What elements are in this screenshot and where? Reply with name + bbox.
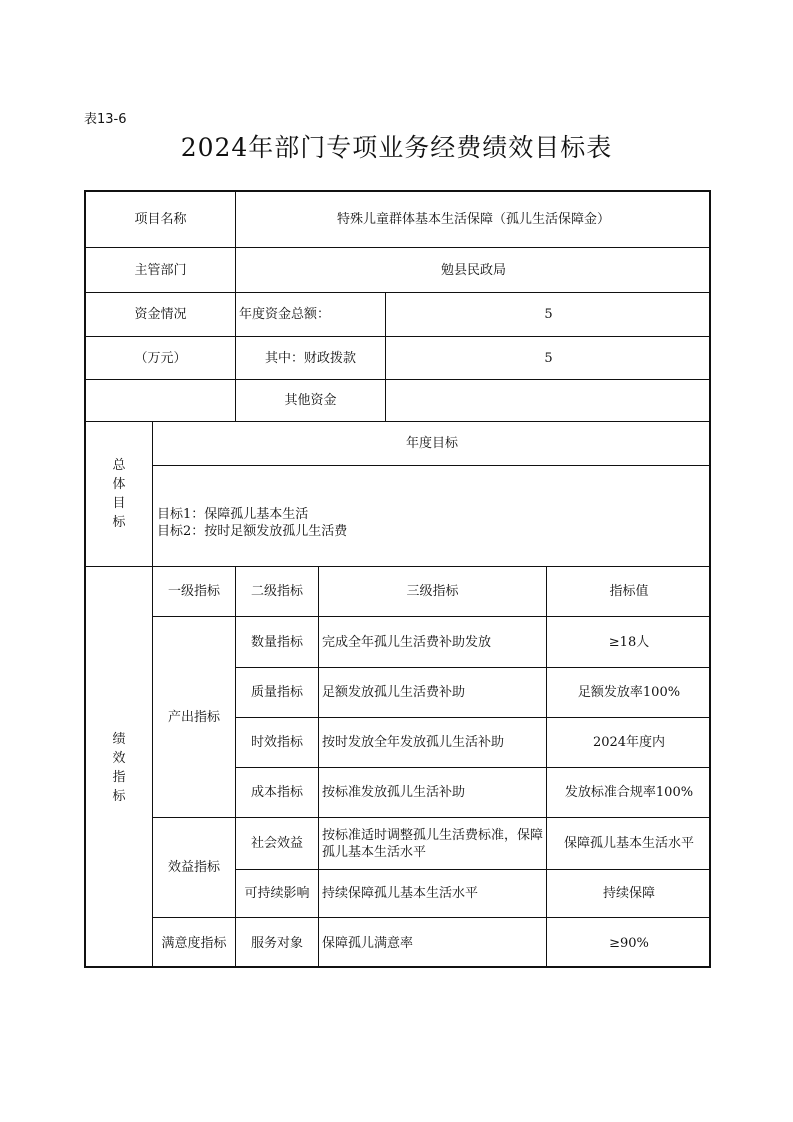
performance-indicator-char: 效	[112, 750, 126, 766]
funds-other-value	[386, 380, 711, 422]
indicator-row-level3: 保障孤儿满意率	[319, 918, 547, 968]
indicator-row-value: 发放标准合规率100%	[547, 768, 711, 818]
performance-indicator-label	[86, 567, 153, 968]
header-value: 指标值	[547, 567, 711, 617]
indicator-row-level2: 数量指标	[236, 617, 319, 668]
indicator-row-level2: 服务对象	[236, 918, 319, 968]
indicator-row-level2: 社会效益	[236, 818, 319, 870]
project-name-label: 项目名称	[86, 192, 236, 248]
overall-target-char: 标	[112, 515, 126, 530]
department-label: 主管部门	[86, 248, 236, 293]
overall-target-char: 体	[112, 477, 126, 492]
funds-label: 资金情况	[86, 293, 236, 337]
indicator-row-level2: 时效指标	[236, 718, 319, 768]
header-level1: 一级指标	[153, 567, 236, 617]
header-level2: 二级指标	[236, 567, 319, 617]
indicator-row-level2: 成本指标	[236, 768, 319, 818]
satisfaction-indicator-label: 满意度指标	[153, 918, 236, 968]
indicator-row-level3: 按标准适时调整孤儿生活费标准，保障孤儿基本生活水平	[319, 818, 547, 870]
indicator-row-level3: 按标准发放孤儿生活补助	[319, 768, 547, 818]
performance-indicator-char: 指	[112, 769, 126, 785]
indicator-row-value: ≥90%	[609, 935, 649, 951]
performance-indicator-char: 绩	[112, 731, 126, 747]
annual-target-goals	[153, 466, 711, 567]
indicator-row-value: 足额发放率100%	[547, 668, 711, 718]
funds-fiscal-label: 其中：财政拨款	[236, 337, 386, 380]
indicator-row-level3: 足额发放孤儿生活费补助	[319, 668, 547, 718]
indicator-row-level2: 质量指标	[236, 668, 319, 718]
goal-item: 目标2：按时足额发放孤儿生活费	[157, 524, 348, 539]
indicator-row-level3: 持续保障孤儿基本生活水平	[319, 870, 547, 918]
funds-total-value: 5	[386, 293, 711, 337]
annual-target-header: 年度目标	[153, 422, 711, 466]
funds-other-label: 其他资金	[236, 380, 386, 422]
funds-empty-cell	[86, 380, 236, 422]
project-name-value: 特殊儿童群体基本生活保障（孤儿生活保障金）	[236, 192, 711, 248]
indicator-row-level3: 按时发放全年发放孤儿生活补助	[319, 718, 547, 768]
performance-target-table	[84, 190, 711, 968]
indicator-row-level3: 完成全年孤儿生活费补助发放	[319, 617, 547, 668]
output-indicator-label: 产出指标	[153, 617, 236, 818]
indicator-row-value: 持续保障	[547, 870, 711, 918]
header-level3: 三级指标	[319, 567, 547, 617]
indicator-row-value: ≥18人	[547, 617, 711, 668]
funds-unit-label: （万元）	[86, 337, 236, 380]
overall-target-char: 总	[112, 458, 126, 473]
benefit-indicator-label: 效益指标	[153, 818, 236, 918]
page-title: 2024年部门专项业务经费绩效目标表	[180, 133, 613, 162]
table-code: 表13-6	[84, 112, 127, 127]
goal-item: 目标1：保障孤儿基本生活	[157, 507, 309, 522]
indicator-row-value: 保障孤儿基本生活水平	[547, 818, 711, 870]
indicator-row-level2: 可持续影响	[236, 870, 319, 918]
performance-indicator-char: 标	[112, 788, 126, 804]
indicator-row-value: 2024年度内	[547, 718, 711, 768]
overall-target-label	[86, 422, 153, 567]
department-value: 勉县民政局	[236, 248, 711, 293]
funds-total-label: 年度资金总额：	[236, 293, 386, 337]
funds-fiscal-value: 5	[386, 337, 711, 380]
overall-target-char: 目	[112, 496, 126, 511]
